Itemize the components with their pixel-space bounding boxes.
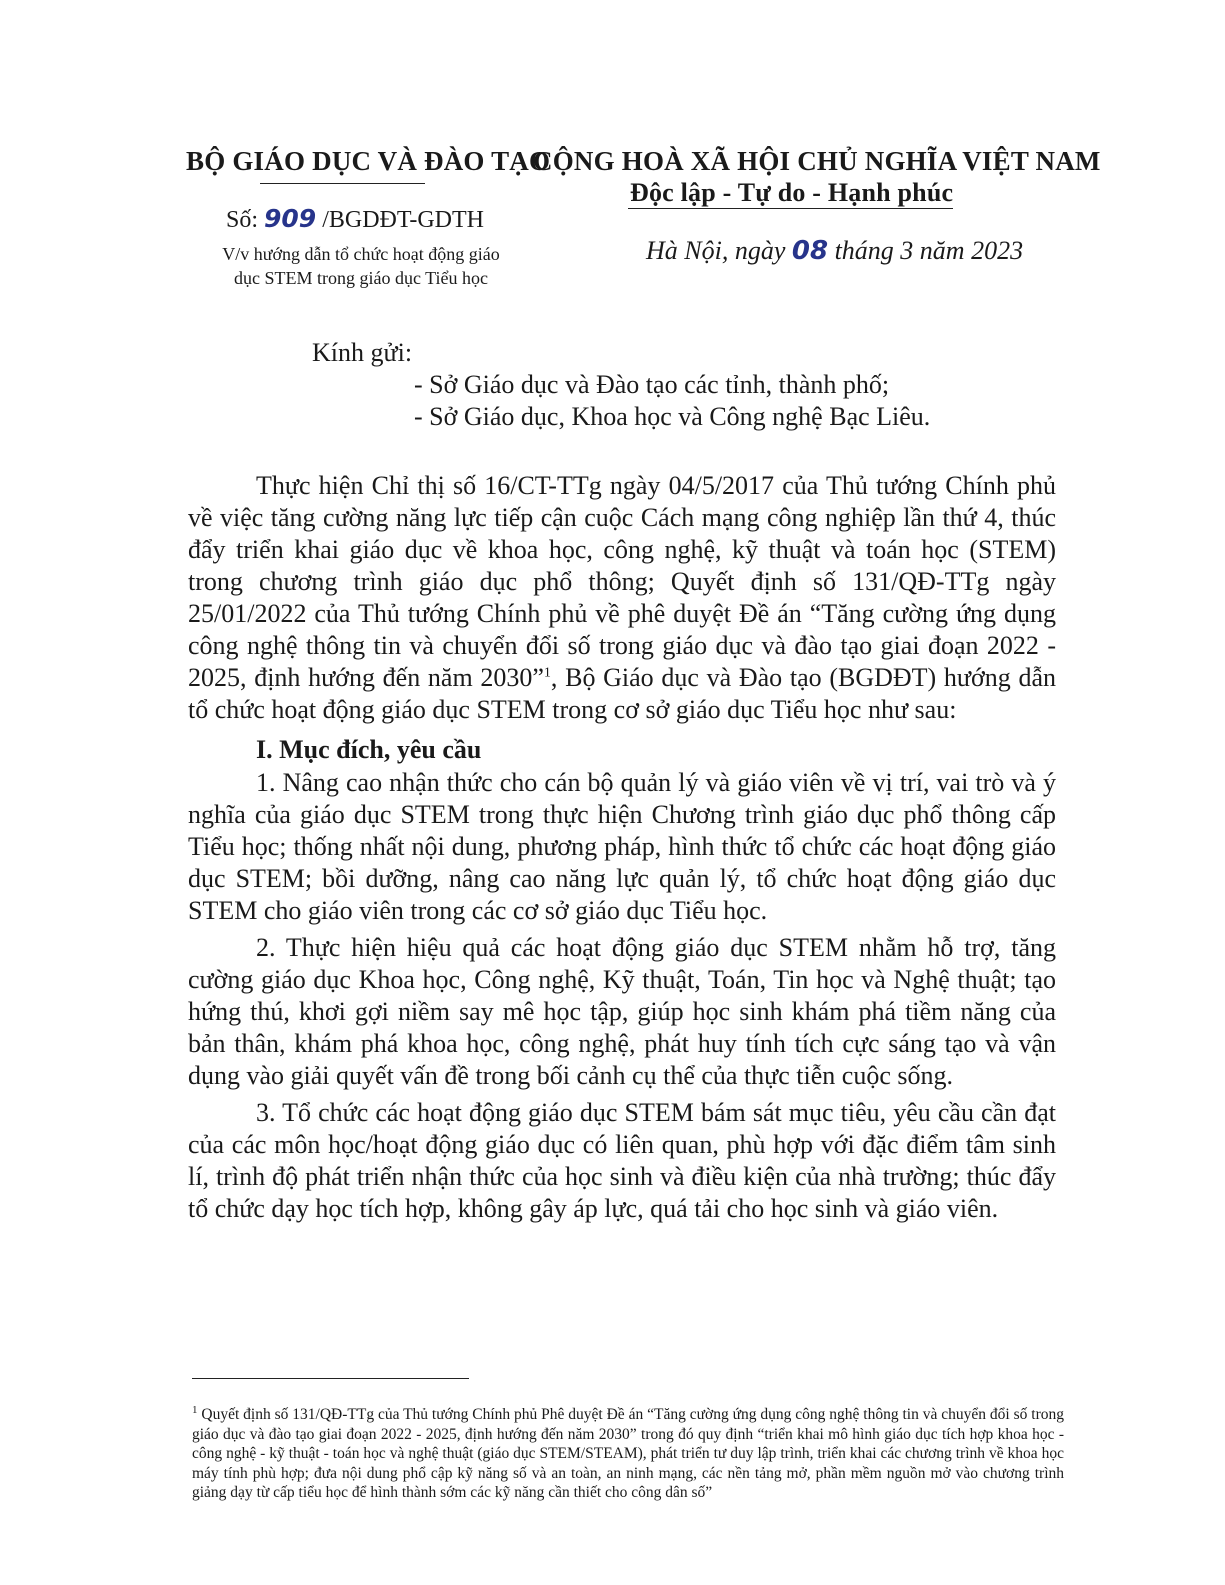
date-rest: tháng 3 năm 2023: [834, 236, 1024, 265]
recipient-2: - Sở Giáo dục, Khoa học và Công nghệ Bạc Liêu.: [414, 402, 931, 431]
footnote-marker: 1: [192, 1403, 198, 1416]
intro-main: Thực hiện Chỉ thị số 16/CT-TTg ngày 04/5/2017 của Thủ tướng Chính phủ về việc tăng cường năng lực tiếp cận cuộc Cách mạng công nghiệp lần thứ 4, thúc đẩy triển khai giáo dục về khoa học, công nghệ, kỹ thuật và toán học (STEM) trong chương trình giáo dục phổ thông; Quyết định số 131/QĐ-TTg ngày 25/01/2022 của Thủ tướng Chính phủ về phê duyệt Đề án “Tăng cường ứng dụng công nghệ thông tin và chuyển đổi số trong giáo dục và đào tạo giai đoạn 2022 - 2025, định hướng đến năm 2030”: [188, 471, 1056, 692]
recipients-label: Kính gửi:: [312, 338, 413, 367]
date-place: Hà Nội, ngày: [646, 236, 786, 265]
national-motto: Độc lập - Tự do - Hạnh phúc: [630, 178, 954, 207]
item-2: 2. Thực hiện hiệu quả các hoạt động giáo dục STEM nhằm hỗ trợ, tăng cường giáo dục Khoa học, Công nghệ, Kỹ thuật, Toán, Tin học và Nghệ thuật; tạo hứng thú, khơi gợi niềm say mê học tập, giúp học sinh khám phá tiềm năng của bản thân, khám phá khoa học, công nghệ, phát huy tính tích cực sáng tạo và vận dụng vào giải quyết vấn đề trong bối cảnh cụ thể của thực tiễn cuộc sống.: [188, 933, 1056, 1090]
number-prefix: Số:: [226, 207, 259, 233]
item-1: 1. Nâng cao nhận thức cho cán bộ quản lý và giáo viên về vị trí, vai trò và ý nghĩa của giáo dục STEM trong thực hiện Chương trình giáo dục phổ thông cấp Tiểu học; thống nhất nội dung, phương pháp, hình thức tổ chức các hoạt động giáo dục STEM; bồi dưỡng, nâng cao năng lực quản lý, tổ chức hoạt động giáo dục STEM cho giáo viên trong các cơ sở giáo dục Tiểu học.: [188, 768, 1056, 925]
footnote-ref: 1: [543, 665, 551, 681]
subject-line-1: V/v hướng dẫn tổ chức hoạt động giáo: [222, 244, 500, 264]
footnote: [192, 1405, 1064, 1503]
section-heading: I. Mục đích, yêu cầu: [256, 735, 482, 764]
number-suffix: /BGDĐT-GDTH: [322, 207, 484, 233]
ministry-underline: [260, 183, 425, 184]
ministry-name: BỘ GIÁO DỤC VÀ ĐÀO TẠO: [186, 146, 551, 176]
country-name: CỘNG HOÀ XÃ HỘI CHỦ NGHĨA VIỆT NAM: [533, 146, 1101, 176]
subject-block: [180, 242, 542, 290]
footnote-separator: [192, 1378, 469, 1379]
footnote-text: Quyết định số 131/QĐ-TTg của Thủ tướng Chính phủ Phê duyệt Đề án “Tăng cường ứng dụng công nghệ thông tin và chuyển đổi số trong giáo dục và đào tạo giai đoạn 2022 - 2025, định hướng đến năm 2030” trong đó quy định “triển khai mô hình giáo dục tích hợp khoa học - công nghệ - kỹ thuật - toán học và nghệ thuật (giáo dục STEM/STEAM), phát triển tư duy lập trình, triển khai các chương trình về khoa học máy tính phù hợp; đưa nội dung phổ cập kỹ năng số và an toàn, an ninh mạng, các nền tảng mở, phần mềm nguồn mở vào chương trình giảng dạy từ cấp tiểu học để hình thành sớm các kỹ năng cần thiết cho công dân số”: [192, 1406, 1064, 1501]
subject-line-2: dục STEM trong giáo dục Tiểu học: [234, 268, 488, 288]
intro-paragraph: [188, 470, 1056, 726]
recipient-1: - Sở Giáo dục và Đào tạo các tỉnh, thành phố;: [414, 370, 890, 399]
intro-tail: , Bộ Giáo dục và Đào tạo (BGDĐT) hướng dẫn tổ chức hoạt động giáo dục STEM trong cơ sở giáo dục Tiểu học như sau:: [188, 663, 1056, 724]
document-number: [226, 204, 484, 234]
item-3: 3. Tổ chức các hoạt động giáo dục STEM bám sát mục tiêu, yêu cầu cần đạt của các môn học/hoạt động giáo dục có liên quan, phù hợp với đặc điểm tâm sinh lí, trình độ phát triển nhận thức của học sinh và điều kiện của nhà trường; thúc đẩy tổ chức dạy học tích hợp, không gây áp lực, quá tải cho học sinh và giáo viên.: [188, 1098, 1056, 1223]
motto-underline: [628, 208, 953, 209]
handwritten-number: 909: [264, 204, 317, 233]
handwritten-day: 08: [791, 236, 829, 266]
place-date: [646, 236, 1023, 266]
